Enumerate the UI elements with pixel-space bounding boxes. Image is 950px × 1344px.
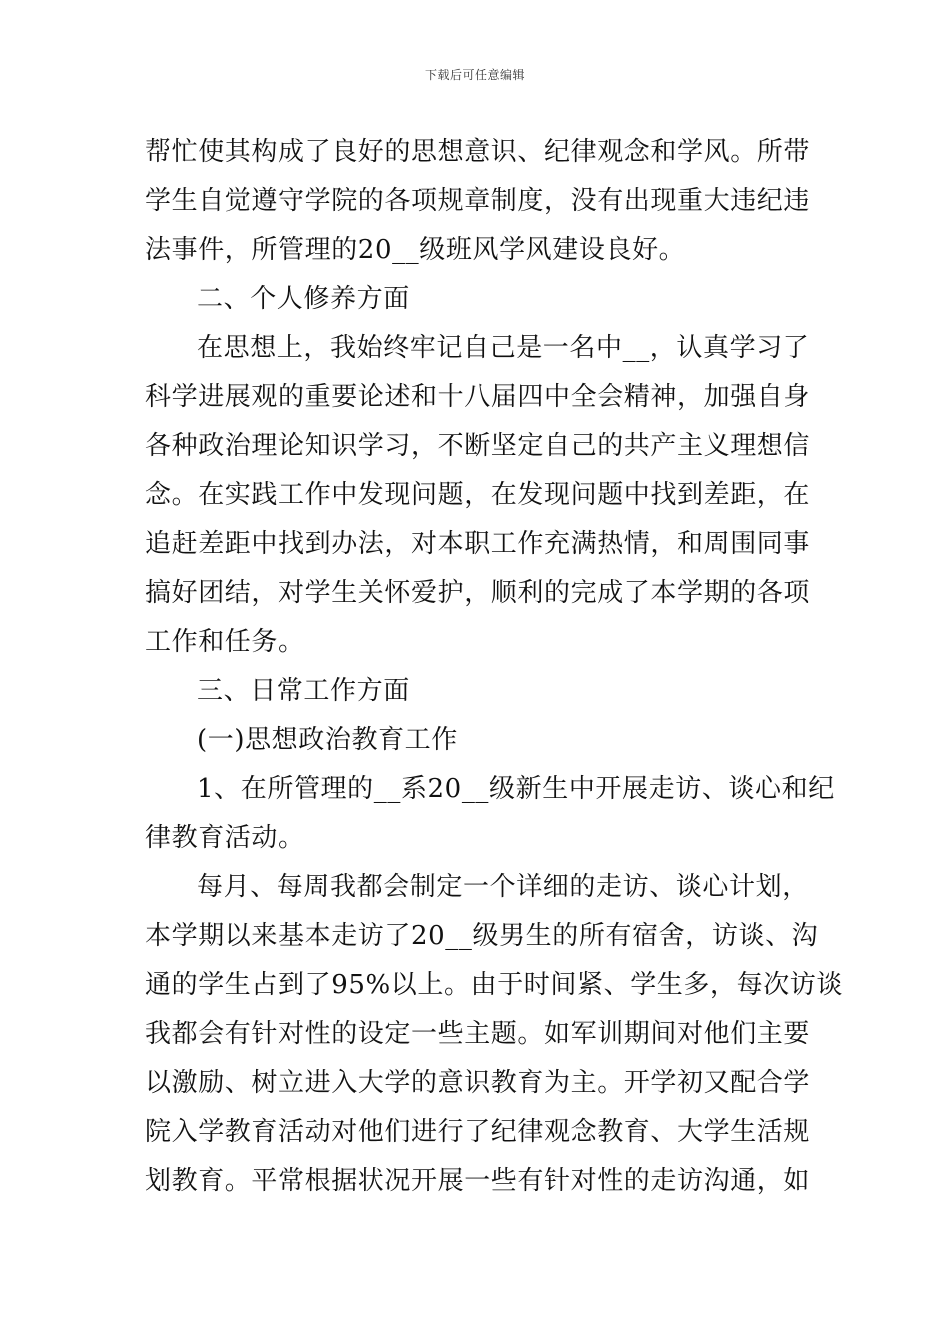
subsection-heading: (一)思想政治教育工作 (197, 725, 458, 755)
paragraph-start: 在思想上，我始终牢记自己是一名中__，认真学习了 (197, 333, 810, 363)
section-heading: 二、个人修养方面 (197, 284, 410, 314)
text-line: 院入学教育活动对他们进行了纪律观念教育、大学生活规 (145, 1117, 811, 1147)
text-line: 以激励、树立进入大学的意识教育为主。开学初又配合学 (145, 1068, 811, 1098)
text-line: 科学进展观的重要论述和十八届四中全会精神，加强自身 (145, 382, 811, 412)
text-line: 帮忙使其构成了良好的思想意识、纪律观念和学风。所带 (145, 137, 811, 167)
page-header: 下载后可任意编辑 (424, 68, 525, 82)
text-line: 律教育活动。 (145, 823, 305, 853)
text-line: 工作和任务。 (145, 627, 305, 657)
text-line: 我都会有针对性的设定一些主题。如军训期间对他们主要 (145, 1019, 811, 1049)
text-line: 念。在实践工作中发现问题，在发现问题中找到差距，在 (145, 480, 811, 510)
text-line: 法事件，所管理的20__级班风学风建设良好。 (145, 235, 686, 265)
text-line: 追赶差距中找到办法，对本职工作充满热情，和周围同事 (145, 529, 811, 559)
text-line: 通的学生占到了95%以上。由于时间紧、学生多，每次访谈 (145, 970, 843, 1000)
paragraph-start: 每月、每周我都会制定一个详细的走访、谈心计划， (197, 872, 809, 902)
text-line: 划教育。平常根据状况开展一些有针对性的走访沟通，如 (145, 1166, 811, 1196)
text-line: 学生自觉遵守学院的各项规章制度，没有出现重大违纪违 (145, 186, 811, 216)
text-line: 各种政治理论知识学习，不断坚定自己的共产主义理想信 (145, 431, 811, 461)
list-item-start: 1、在所管理的__系20__级新生中开展走访、谈心和纪 (197, 774, 835, 804)
document-body (145, 128, 843, 1206)
section-heading: 三、日常工作方面 (197, 676, 410, 706)
text-line: 搞好团结，对学生关怀爱护，顺利的完成了本学期的各项 (145, 578, 811, 608)
text-line: 本学期以来基本走访了20__级男生的所有宿舍，访谈、沟 (145, 921, 819, 951)
